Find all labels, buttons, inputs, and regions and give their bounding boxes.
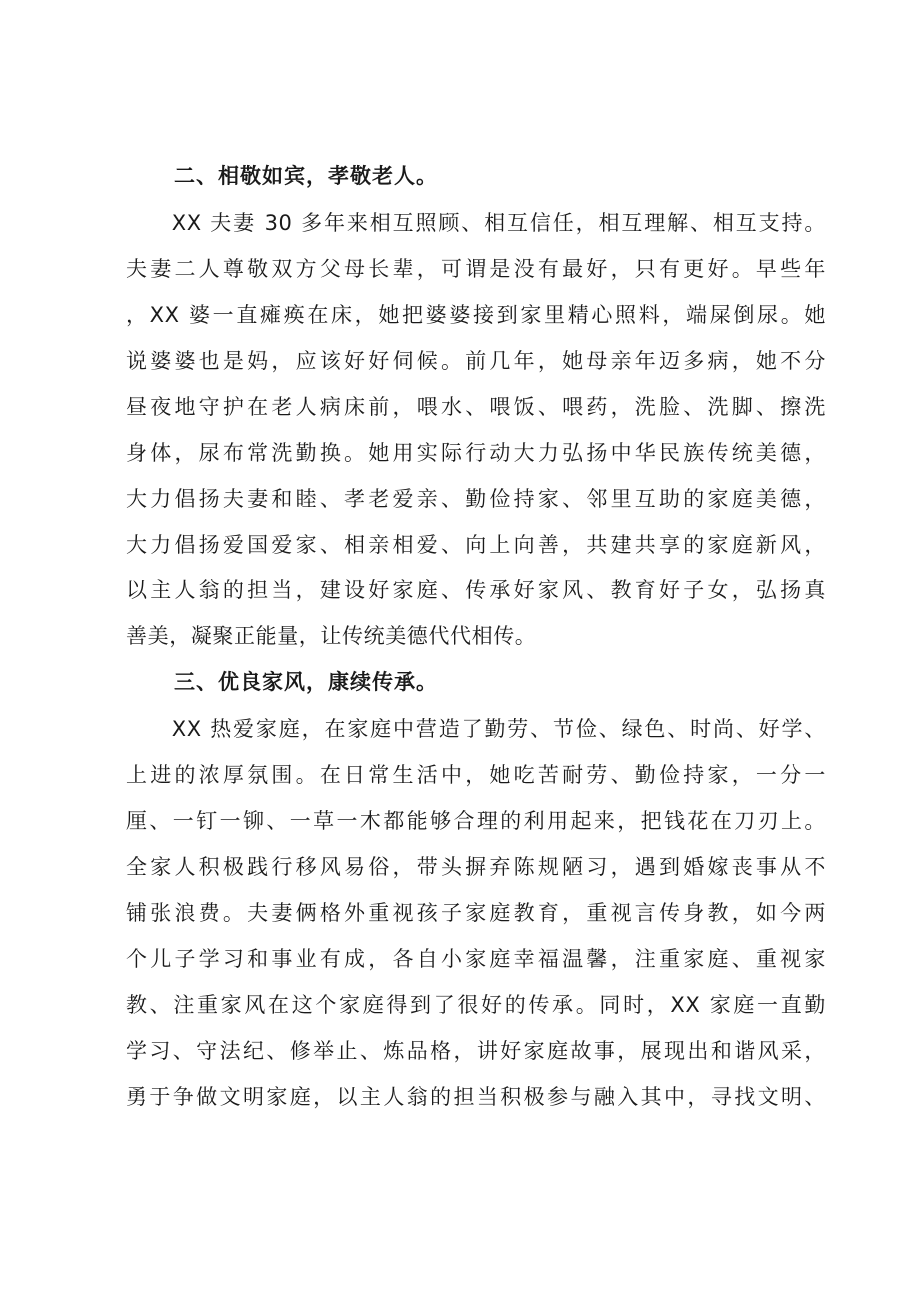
paragraph-line: XX 夫妻 30 多年来相互照顾、相互信任，相互理解、相互支持。 [126, 211, 826, 235]
section-heading: 二、相敬如宾，孝敬老人。 [174, 164, 438, 188]
paragraph-line: 上进的浓厚氛围。在日常生活中，她吃苦耐劳、勤俭持家，一分一 [126, 763, 826, 787]
paragraph-line: 身体，尿布常洗勤换。她用实际行动大力弘扬中华民族传统美德， [126, 441, 826, 465]
section-heading: 三、优良家风，康续传承。 [174, 670, 438, 694]
paragraph-line: 教、注重家风在这个家庭得到了很好的传承。同时，XX 家庭一直勤 [126, 993, 826, 1017]
paragraph-line: 学习、守法纪、修举止、炼品格，讲好家庭故事，展现出和谐风采， [126, 1039, 826, 1063]
paragraph-line: 夫妻二人尊敬双方父母长辈，可谓是没有最好，只有更好。早些年 [126, 257, 826, 281]
paragraph-line: 全家人积极践行移风易俗，带头摒弃陈规陋习，遇到婚嫁丧事从不 [126, 855, 826, 879]
paragraph-line: 勇于争做文明家庭，以主人翁的担当积极参与融入其中，寻找文明、 [126, 1085, 826, 1109]
paragraph-line: ，XX 婆一直瘫痪在床，她把婆婆接到家里精心照料，端屎倒尿。她 [126, 303, 826, 327]
paragraph-line: 大力倡扬爱国爱家、相亲相爱、向上向善，共建共享的家庭新风， [126, 533, 826, 557]
paragraph-line: 说婆婆也是妈，应该好好伺候。前几年，她母亲年迈多病，她不分 [126, 349, 826, 373]
paragraph-line: 铺张浪费。夫妻俩格外重视孩子家庭教育，重视言传身教，如今两 [126, 901, 826, 925]
paragraph-line: XX 热爱家庭，在家庭中营造了勤劳、节俭、绿色、时尚、好学、 [126, 717, 826, 741]
paragraph-line: 个儿子学习和事业有成，各自小家庭幸福温馨，注重家庭、重视家 [126, 947, 826, 971]
paragraph-line: 昼夜地守护在老人病床前，喂水、喂饭、喂药，洗脸、洗脚、擦洗 [126, 395, 826, 419]
paragraph-line: 大力倡扬夫妻和睦、孝老爱亲、勤俭持家、邻里互助的家庭美德， [126, 487, 826, 511]
paragraph-line: 厘、一钉一铆、一草一木都能够合理的利用起来，把钱花在刀刃上。 [126, 809, 826, 833]
paragraph-line: 以主人翁的担当，建设好家庭、传承好家风、教育好子女，弘扬真 [126, 578, 826, 602]
paragraph-line: 善美，凝聚正能量，让传统美德代代相传。 [126, 624, 537, 648]
